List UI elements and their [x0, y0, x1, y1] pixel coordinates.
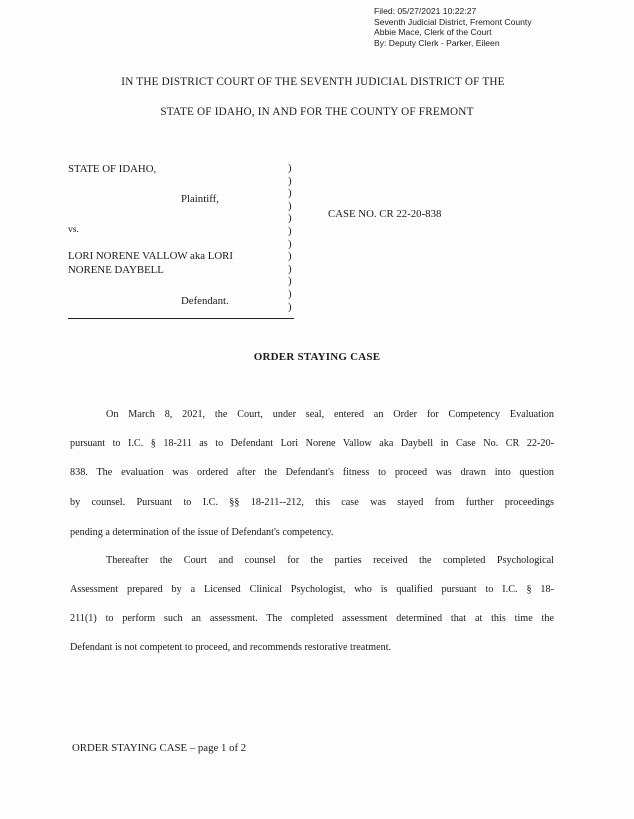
caption-paren: ) [288, 187, 292, 200]
caption-paren: ) [288, 212, 292, 225]
caption-underline [68, 318, 294, 319]
defendant-name-line2: NORENE DAYBELL [68, 264, 164, 276]
case-number: CASE NO. CR 22-20-838 [328, 208, 442, 220]
body-line: Thereafter the Court and counsel for the parties received the completed Psychological [106, 555, 554, 566]
body-line: 838. The evaluation was ordered after the Defendant's fitness to proceed was drawn into question [70, 467, 554, 478]
body-line: Assessment prepared by a Licensed Clinical Psychologist, who is qualified pursuant to I.C. § 18- [70, 584, 554, 595]
body-line: 211(1) to perform such an assessment. The completed assessment determined that at this time the [70, 613, 554, 624]
filing-stamp [374, 6, 532, 48]
plaintiff-name: STATE OF IDAHO, [68, 163, 157, 175]
caption-paren: ) [288, 287, 292, 300]
defendant-role: Defendant. [181, 295, 229, 307]
page-footer: ORDER STAYING CASE – page 1 of 2 [72, 742, 247, 754]
versus-label: vs. [68, 224, 79, 235]
filing-clerk: Abbie Mace, Clerk of the Court [374, 27, 492, 38]
body-line: by counsel. Pursuant to I.C. §§ 18-211--212, this case was stayed from further proceedings [70, 497, 554, 508]
filing-district: Seventh Judicial District, Fremont County [374, 16, 532, 27]
caption-paren: ) [288, 224, 292, 237]
order-title: ORDER STAYING CASE [253, 351, 381, 363]
caption-parenthesis-column [288, 162, 292, 313]
filing-deputy: By: Deputy Clerk - Parker, Eileen [374, 37, 500, 48]
court-heading-line1: IN THE DISTRICT COURT OF THE SEVENTH JUDICIAL DISTRICT OF THE [121, 76, 505, 88]
caption-paren: ) [288, 162, 292, 174]
body-line: Defendant is not competent to proceed, and recommends restorative treatment. [70, 642, 392, 653]
defendant-name-line1: LORI NORENE VALLOW aka LORI [68, 250, 233, 262]
caption-paren: ) [288, 199, 292, 212]
caption-paren: ) [288, 262, 292, 275]
caption-paren: ) [288, 250, 292, 263]
body-line: pursuant to I.C. § 18-211 as to Defendant Lori Norene Vallow aka Daybell in Case No. CR 22-20- [70, 438, 554, 449]
plaintiff-role: Plaintiff, [181, 193, 219, 205]
caption-paren: ) [288, 237, 292, 250]
court-heading-line2: STATE OF IDAHO, IN AND FOR THE COUNTY OF FREMONT [160, 106, 474, 118]
filed-timestamp: Filed: 05/27/2021 10:22:27 [374, 6, 477, 16]
caption-paren: ) [288, 174, 292, 187]
body-line: On March 8, 2021, the Court, under seal, entered an Order for Competency Evaluation [106, 409, 554, 420]
caption-paren: ) [288, 300, 292, 313]
caption-paren: ) [288, 275, 292, 288]
body-line: pending a determination of the issue of Defendant's competency. [70, 527, 334, 538]
